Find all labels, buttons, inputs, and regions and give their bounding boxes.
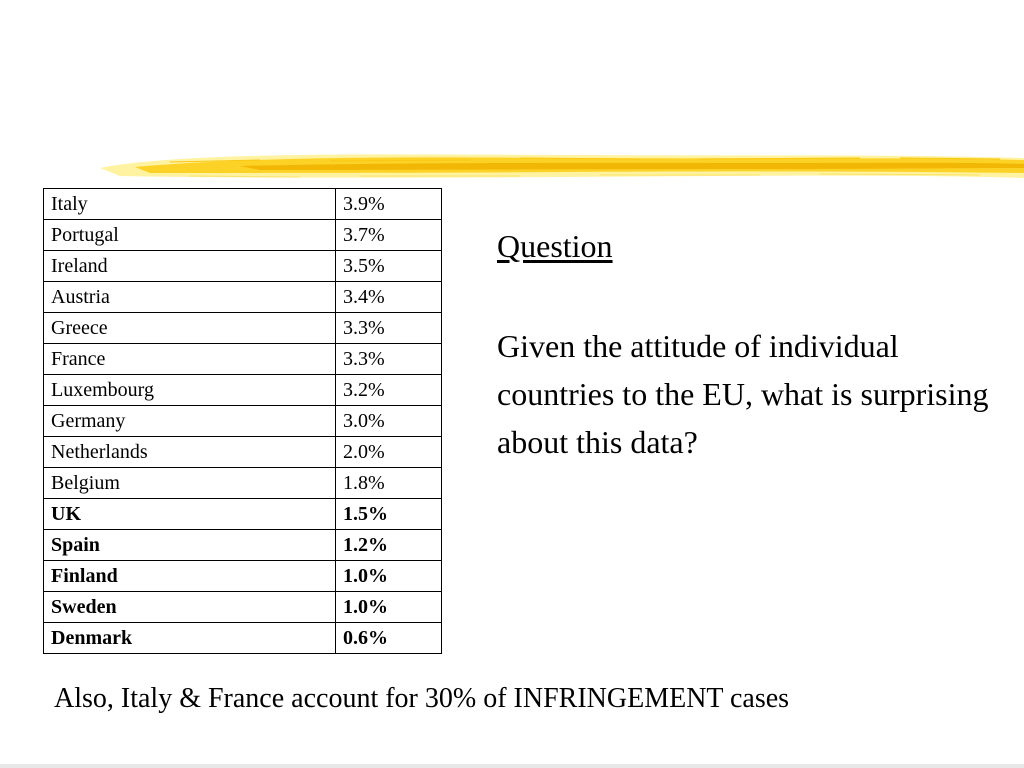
table-row <box>44 375 442 406</box>
country-cell: Germany <box>44 406 336 437</box>
table-row <box>44 282 442 313</box>
country-cell: Finland <box>44 561 336 592</box>
country-cell: UK <box>44 499 336 530</box>
country-cell: France <box>44 344 336 375</box>
rate-cell: 3.5% <box>336 251 442 282</box>
rate-cell: 3.4% <box>336 282 442 313</box>
table-row <box>44 468 442 499</box>
country-cell: Spain <box>44 530 336 561</box>
country-cell: Italy <box>44 189 336 220</box>
country-cell: Portugal <box>44 220 336 251</box>
country-rate-table <box>43 188 442 654</box>
table-row <box>44 530 442 561</box>
country-cell: Ireland <box>44 251 336 282</box>
rate-cell: 1.0% <box>336 592 442 623</box>
rate-cell: 3.3% <box>336 313 442 344</box>
table-row <box>44 344 442 375</box>
rate-cell: 0.6% <box>336 623 442 654</box>
country-cell: Sweden <box>44 592 336 623</box>
country-cell: Greece <box>44 313 336 344</box>
question-text: Given the attitude of individual countries to the EU, what is surprising about this data? <box>497 328 989 460</box>
table-row <box>44 313 442 344</box>
table-row <box>44 189 442 220</box>
question-heading: Question <box>497 228 613 264</box>
rate-cell: 3.0% <box>336 406 442 437</box>
country-cell: Netherlands <box>44 437 336 468</box>
table-row <box>44 406 442 437</box>
rate-cell: 3.9% <box>336 189 442 220</box>
table-row <box>44 592 442 623</box>
rate-cell: 1.5% <box>336 499 442 530</box>
table-row <box>44 437 442 468</box>
infringement-footnote: Also, Italy & France account for 30% of INFRINGEMENT cases <box>54 683 790 714</box>
table-row <box>44 251 442 282</box>
rate-cell: 3.2% <box>336 375 442 406</box>
highlighter-brush-stroke <box>0 140 1024 190</box>
bottom-divider <box>0 764 1024 768</box>
rate-cell: 1.8% <box>336 468 442 499</box>
table-row <box>44 499 442 530</box>
rate-cell: 3.7% <box>336 220 442 251</box>
country-cell: Austria <box>44 282 336 313</box>
rate-cell: 3.3% <box>336 344 442 375</box>
table-row <box>44 561 442 592</box>
rate-cell: 1.2% <box>336 530 442 561</box>
table-row <box>44 220 442 251</box>
table-row <box>44 623 442 654</box>
country-cell: Denmark <box>44 623 336 654</box>
country-cell: Belgium <box>44 468 336 499</box>
rate-cell: 2.0% <box>336 437 442 468</box>
country-cell: Luxembourg <box>44 375 336 406</box>
rate-cell: 1.0% <box>336 561 442 592</box>
